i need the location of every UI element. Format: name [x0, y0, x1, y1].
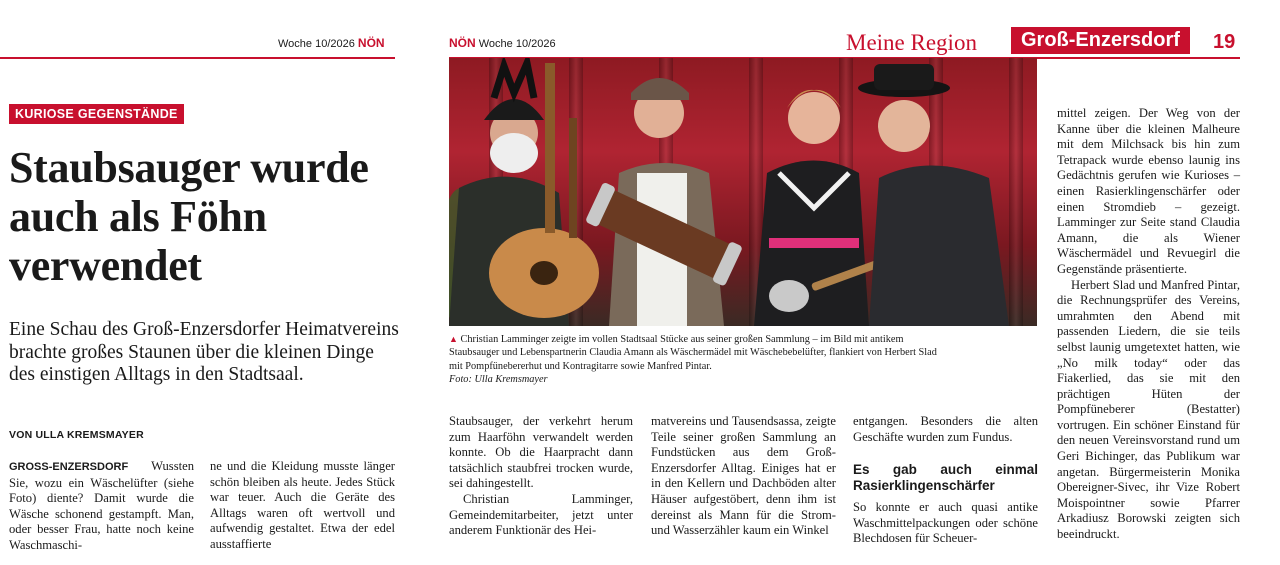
right-header-week: Woche 10/2026 — [478, 38, 556, 50]
region-badge: Groß-Enzersdorf — [1011, 27, 1190, 54]
article-lead: Eine Schau des Groß-Enzersdorfer Heimatvereins brachte großes Staunen über die kleinen Dinge des einstigen Alltags in den Stadtsaal. — [9, 319, 399, 385]
photo-credit: Foto: Ulla Kremsmayer — [449, 374, 548, 386]
column-1-text: Wussten Sie, wozu ein Wäschelüfter (siehe Foto) diente? Damit wurde die Wäsche schonend gestampft. Man, oder besser Frau, hatte noch keine Waschmaschi- — [9, 459, 194, 552]
column-3-p1: Staubsauger, der verkehrt herum zum Haarföhn verwandelt werden konnte. Ob die Haarpracht dann tatsächlich staubfrei trocken wurde, sei dahingestellt. — [449, 414, 633, 491]
column-2-text: ne und die Kleidung musste länger schön bleiben als heute. Jedes Stück war teuer. Auch die Geräte des Alltags waren oft wertvoll und aufwendig gestaltet. Etwa der edel ausstaffierte — [210, 459, 395, 551]
photo-scene — [449, 58, 1037, 326]
dateline: GROSS-ENZERSDORF — [9, 461, 129, 473]
column-6-p1: mittel zeigen. Der Weg von der Kanne über die kleinen Malheure mit dem Milchsack bis hin zum Tetrapack wurde ebenso launig ins Gedächtnis gerufen wie Kurioses – einen Rasierklingenschärfer oder einen Stromdieb – gezeigt. Lamminger zur Seite stand Claudia Amann, die als Wiener Wäschermädel und Revuegirl die Gegenstände präsentierte. — [1057, 106, 1240, 276]
right-page-header — [449, 36, 556, 50]
kicker-label: KURIOSE GEGENSTÄNDE — [9, 104, 184, 124]
left-header-week: Woche 10/2026 — [278, 38, 355, 50]
column-5 — [853, 414, 1038, 547]
left-header-rule — [0, 57, 395, 59]
column-4 — [651, 414, 836, 539]
byline: VON ULLA KREMSMAYER — [9, 429, 144, 441]
article-photo — [449, 58, 1037, 326]
column-3-p2: Christian Lamminger, Gemeindemitarbeiter, jetzt unter anderem Funktionär des Hei- — [449, 491, 633, 538]
page-number: 19 — [1213, 31, 1236, 53]
caption-triangle-icon: ▲ — [449, 334, 458, 344]
photo-caption — [449, 333, 949, 387]
article-headline: Staubsauger wurde auch als Föhn verwendet — [9, 143, 369, 290]
section-name: Meine Region — [846, 30, 977, 55]
column-2 — [210, 459, 395, 553]
right-header-brand: NÖN — [449, 36, 476, 50]
caption-text: Christian Lamminger zeigte im vollen Stadtsaal Stücke aus seiner großen Sammlung – im Bild mit antikem Staubsauger und Lebenspartnerin Claudia Amann als Wäschermädel mit Wäschebebelüfter, flankiert von Herbert Slad mit Pompfünebererhut und Kontragitarre sowie Manfred Pintar. — [449, 334, 937, 372]
column-5-p2: So konnte er auch quasi antike Waschmittelpackungen oder schöne Blechdosen für Scheuer- — [853, 500, 1038, 546]
left-page-header — [278, 36, 385, 50]
left-header-brand: NÖN — [357, 36, 385, 50]
column-5-subhead: Es gab auch einmal Rasierklingenschärfer — [853, 462, 1038, 494]
column-3 — [449, 414, 633, 539]
column-6 — [1057, 106, 1240, 543]
column-4-text: matvereins und Tausendsassa, zeigte Teile seiner großen Sammlung an Fundstücken aus dem Groß-Enzersdorfer Alltag. Einiges hat er in den Kellern und Dachböden alter Häuser aufgestöbert, denn ihm ist dereinst als Mann für die Strom- und Wasserzähler kaum ein Winkel — [651, 414, 836, 538]
column-6-p2: Herbert Slad und Manfred Pintar, die Rechnungsprüfer des Vereins, umrahmten den Abend mit passenden Liedern, die sie teils selbst launig umgetextet hatten, wie „No milk today“ oder das Fiakerlied, das sie mit den prächtigen Hüten der Pompfüneberer (Bestatter) vortrugen. Ein schöner Einstand für den neuen Vereinsvorstand rund um Geri Bichinger, das Publikum war angetan. Bürgermeisterin Monika Obereigner-Sivec, ihr Vize Robert Moispointner sowie Pfarrer Arkadiusz Borowski zeigten sich beeindruckt. — [1057, 277, 1240, 542]
column-5-p1: entgangen. Besonders die alten Geschäfte wurden zum Fundus. — [853, 414, 1038, 444]
column-1 — [9, 459, 194, 554]
